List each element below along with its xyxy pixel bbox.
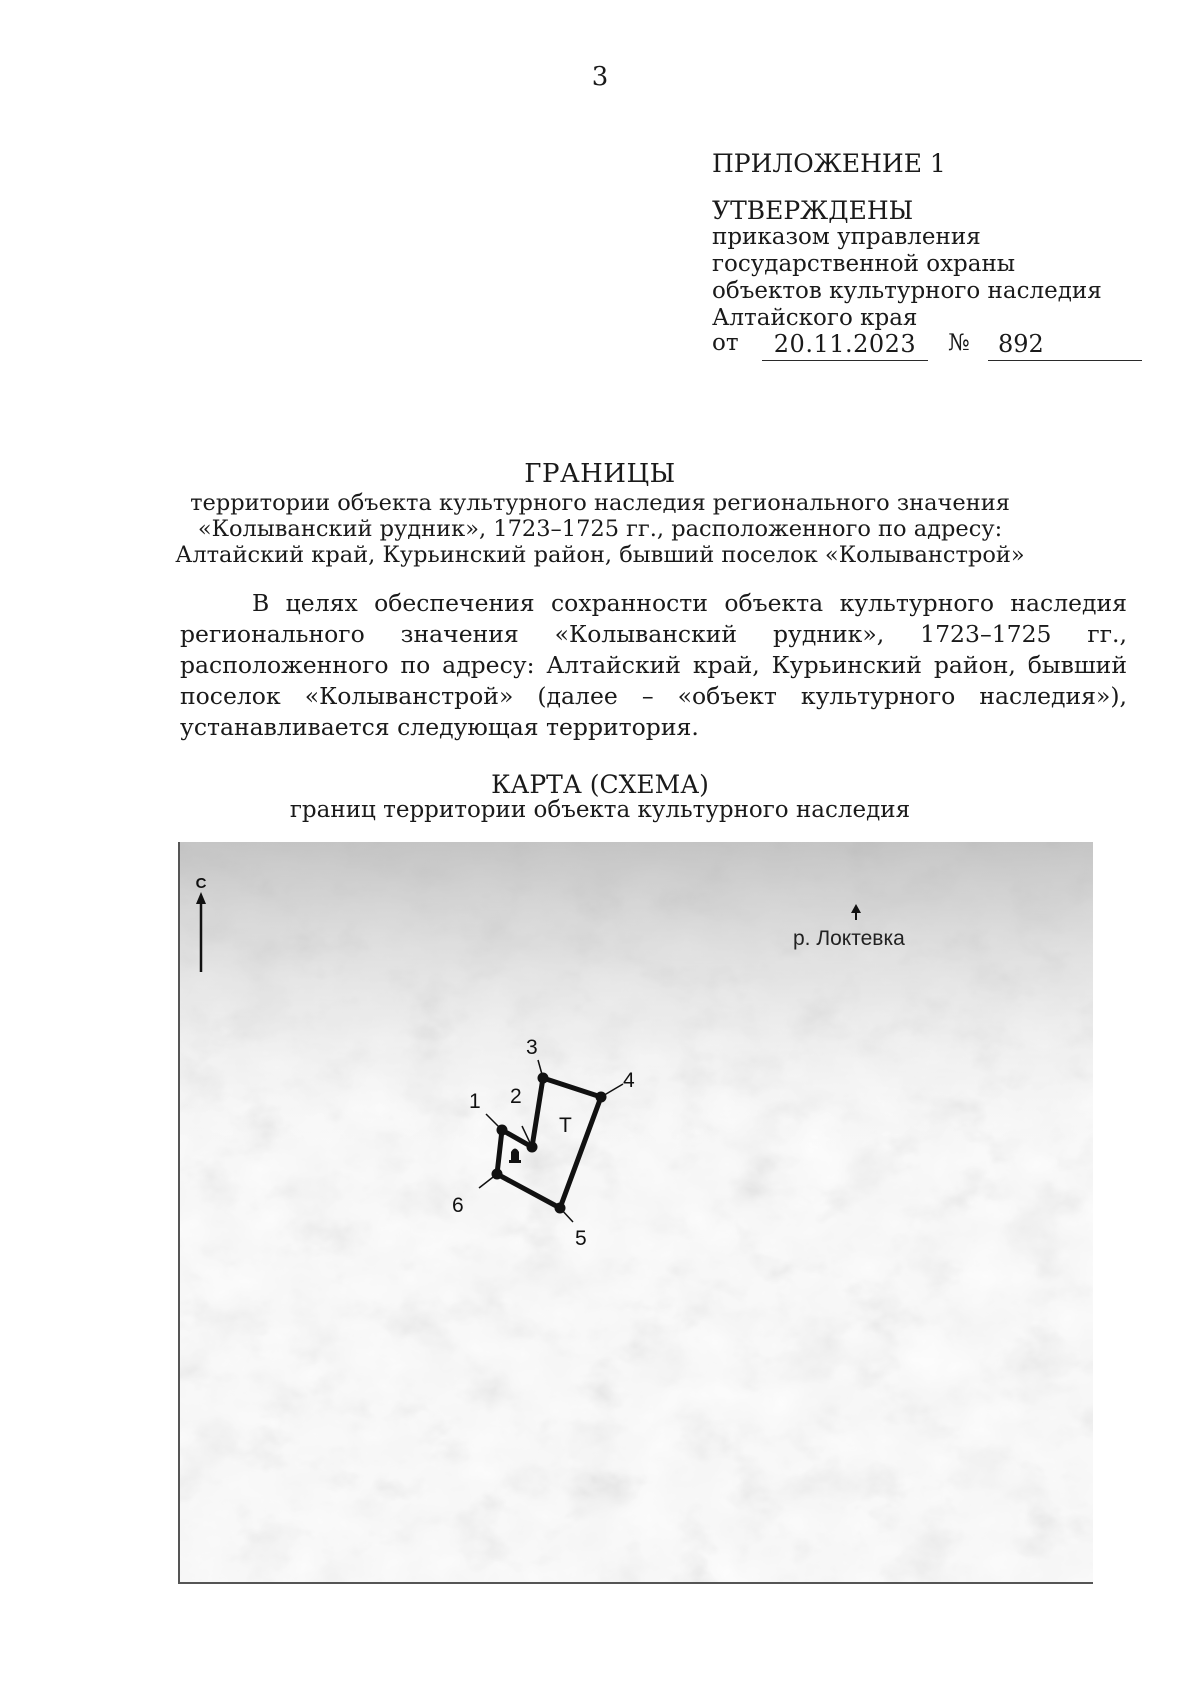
number-label: №	[948, 330, 970, 356]
approval-line: приказом управления	[712, 224, 981, 250]
page-number: 3	[591, 62, 609, 92]
body-paragraph: В целях обеспечения сохранности объекта культурного наследия регионального значения «Колыванский рудник», 1723–1725 гг., расположенного по адресу: Алтайский край, Курьинский район, бывший поселок «Колыванстрой» (далее – «объект культурного наследия»), устанавливается следующая территория.	[180, 589, 1127, 741]
subtitle-line: территории объекта культурного наследия регионального значения	[190, 490, 1010, 516]
vertex-6	[492, 1169, 503, 1180]
approval-line: государственной охраны	[712, 251, 1016, 277]
north-label: С	[195, 875, 207, 892]
appendix-heading: ПРИЛОЖЕНИЕ 1	[712, 149, 946, 178]
approved-heading: УТВЕРЖДЕНЫ	[712, 196, 914, 225]
point-label-4: 4	[623, 1069, 635, 1092]
order-line	[712, 328, 1142, 364]
territory-label: Т	[559, 1114, 572, 1137]
vertex-2	[527, 1142, 538, 1153]
vertex-5	[555, 1203, 566, 1214]
subtitle-line: Алтайский край, Курьинский район, бывший поселок «Колыванстрой»	[175, 542, 1025, 568]
point-label-1: 1	[469, 1090, 481, 1113]
approval-block	[712, 224, 1102, 332]
document-title: ГРАНИЦЫ	[524, 459, 676, 489]
approval-line: Алтайского края	[712, 305, 918, 331]
map-subtitle: границ территории объекта культурного наследия	[289, 797, 911, 823]
point-label-6: 6	[452, 1194, 464, 1217]
map-scheme	[178, 842, 1093, 1584]
from-label: от	[712, 330, 739, 356]
order-number: 892	[988, 330, 1142, 361]
vertex-4	[596, 1092, 607, 1103]
point-label-5: 5	[575, 1227, 587, 1250]
river-label: р. Локтевка	[793, 927, 905, 950]
subtitle-line: «Колыванский рудник», 1723–1725 гг., расположенного по адресу:	[197, 516, 1003, 542]
map-svg	[180, 842, 1093, 1582]
aerial-shading	[180, 842, 1093, 1582]
vertex-3	[538, 1073, 549, 1084]
vertex-1	[497, 1125, 508, 1136]
point-label-3: 3	[526, 1036, 538, 1059]
approval-line: объектов культурного наследия	[712, 278, 1102, 304]
map-title: КАРТА (СХЕМА)	[491, 770, 709, 799]
point-label-2: 2	[510, 1085, 522, 1108]
document-subtitle	[0, 490, 1200, 568]
order-date: 20.11.2023	[762, 330, 928, 361]
